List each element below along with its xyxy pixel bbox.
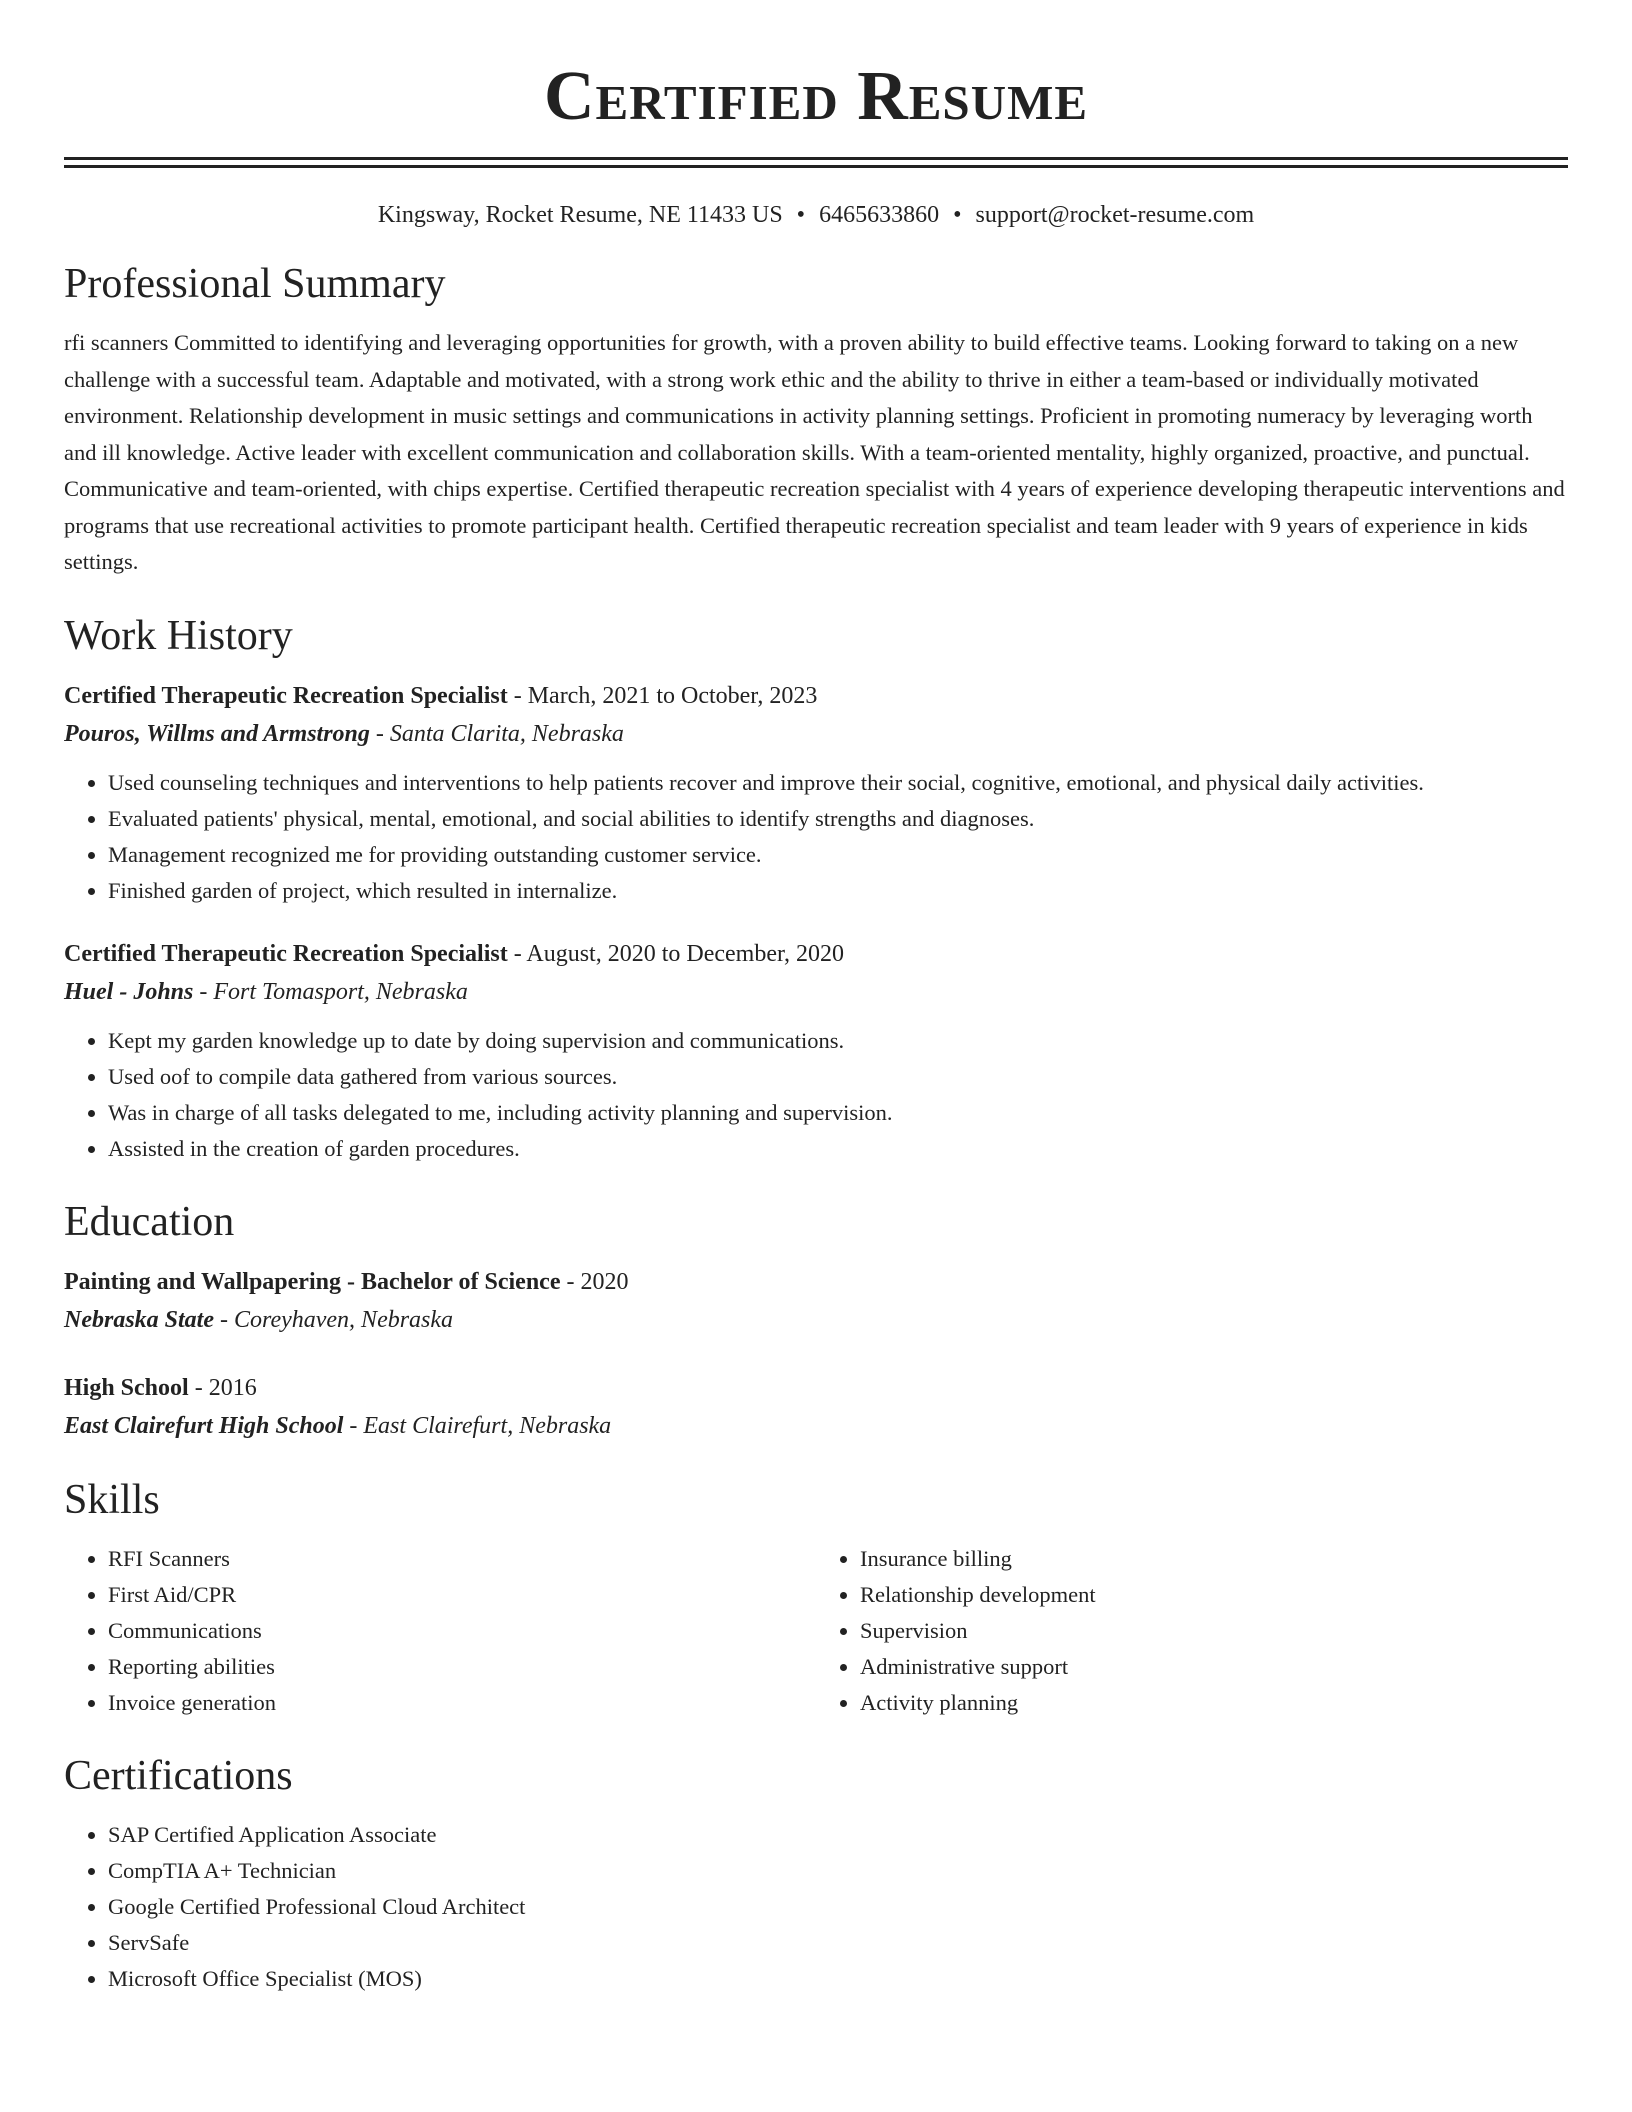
separator-dot: • <box>796 202 806 228</box>
education-entry <box>64 1369 1568 1445</box>
skills-list-left <box>64 1541 816 1721</box>
job-bullet-list <box>64 765 1568 909</box>
list-item: • Management recognized me for providing outstanding customer service. <box>108 837 1568 873</box>
job-dates: - August, 2020 to December, 2020 <box>507 940 845 967</box>
education-location: - Coreyhaven, Nebraska <box>214 1306 454 1333</box>
job-employer-line <box>64 973 1568 1011</box>
list-item: • Used oof to compile data gathered from various sources. <box>108 1059 1568 1095</box>
list-item: • Activity planning <box>860 1685 1568 1721</box>
skills-columns <box>64 1541 1568 1721</box>
job-location: - Santa Clarita, Nebraska <box>369 720 624 747</box>
job-location: - Fort Tomasport, Nebraska <box>193 978 468 1005</box>
list-item: • Invoice generation <box>108 1685 816 1721</box>
job-heading <box>64 935 1568 973</box>
summary-paragraph: rfi scanners Committed to identifying and leveraging opportunities for growth, with a proven ability to build effective teams. Looking forward to taking on a new challenge with a successful team. Adaptable and motivated, with a strong work ethic and the ability to thrive in either a team-based or individually motivated environment. Relationship development in music settings and communications in activity planning settings. Proficient in promoting numeracy by leveraging worth and ill knowledge. Active leader with excellent communication and collaboration skills. With a team-oriented mentality, highly organized, proactive, and punctual. Communicative and team-oriented, with chips expertise. Certified therapeutic recreation specialist with 4 years of experience developing therapeutic interventions and programs that use recreational activities to promote participant health. Certified therapeutic recreation specialist and team leader with 9 years of experience in kids settings. <box>64 330 1565 574</box>
education-entry <box>64 1263 1568 1339</box>
education-school-line <box>64 1407 1568 1445</box>
education-heading <box>64 1369 1568 1407</box>
list-item: • Microsoft Office Specialist (MOS) <box>108 1961 1568 1997</box>
contact-line <box>64 202 1568 229</box>
education-year: - 2016 <box>188 1374 257 1401</box>
job-dates: - March, 2021 to October, 2023 <box>507 682 818 709</box>
list-item: • SAP Certified Application Associate <box>108 1817 1568 1853</box>
education-year: - 2020 <box>560 1268 629 1295</box>
list-item: • Was in charge of all tasks delegated to me, including activity planning and supervision. <box>108 1095 1568 1131</box>
job-title: Certified Therapeutic Recreation Specialist <box>64 940 508 967</box>
education-heading <box>64 1263 1568 1301</box>
education-location: - East Clairefurt, Nebraska <box>343 1412 612 1439</box>
list-item: • RFI Scanners <box>108 1541 816 1577</box>
education-degree: High School <box>64 1374 189 1401</box>
skills-list-right <box>816 1541 1568 1721</box>
education-degree: Painting and Wallpapering - Bachelor of Science <box>64 1268 561 1295</box>
list-item: • First Aid/CPR <box>108 1577 816 1613</box>
certifications-block <box>64 1817 1568 1997</box>
list-item: • Finished garden of project, which resulted in internalize. <box>108 873 1568 909</box>
job-bullet-list <box>64 1023 1568 1167</box>
list-item: • Reporting abilities <box>108 1649 816 1685</box>
job-entry <box>64 935 1568 1167</box>
contact-address: Kingsway, Rocket Resume, NE 11433 US <box>377 202 783 228</box>
list-item: • Administrative support <box>860 1649 1568 1685</box>
list-item: • Kept my garden knowledge up to date by doing supervision and communications. <box>108 1023 1568 1059</box>
certifications-list <box>64 1817 1568 1997</box>
education-school-line <box>64 1301 1568 1339</box>
section-heading-skills: Skills <box>64 1476 160 1523</box>
section-heading-work-history: Work History <box>64 612 293 659</box>
job-employer-line <box>64 715 1568 753</box>
section-heading-summary: Professional Summary <box>64 261 446 307</box>
header-double-rule <box>64 157 1568 168</box>
list-item: • Insurance billing <box>860 1541 1568 1577</box>
job-company: Pouros, Willms and Armstrong <box>64 720 370 747</box>
list-item: • CompTIA A+ Technician <box>108 1853 1568 1889</box>
list-item: • ServSafe <box>108 1925 1568 1961</box>
contact-email: support@rocket-resume.com <box>975 202 1255 228</box>
job-entry <box>64 677 1568 909</box>
list-item: • Relationship development <box>860 1577 1568 1613</box>
education-school: Nebraska State <box>64 1306 214 1333</box>
education-school: East Clairefurt High School <box>64 1412 344 1439</box>
job-company: Huel - Johns <box>64 978 194 1005</box>
list-item: • Assisted in the creation of garden procedures. <box>108 1131 1568 1167</box>
job-heading <box>64 677 1568 715</box>
contact-phone: 6465633860 <box>819 202 940 228</box>
list-item: • Google Certified Professional Cloud Architect <box>108 1889 1568 1925</box>
list-item: • Communications <box>108 1613 816 1649</box>
job-title: Certified Therapeutic Recreation Specialist <box>64 682 508 709</box>
resume-name: Certified Resume <box>543 58 1089 135</box>
section-heading-certifications: Certifications <box>64 1752 293 1799</box>
list-item: • Evaluated patients' physical, mental, emotional, and social abilities to identify strengths and diagnoses. <box>108 801 1568 837</box>
list-item: • Used counseling techniques and interventions to help patients recover and improve their social, cognitive, emotional, and physical daily activities. <box>108 765 1568 801</box>
list-item: • Supervision <box>860 1613 1568 1649</box>
section-heading-education: Education <box>64 1198 235 1245</box>
separator-dot: • <box>953 202 962 228</box>
